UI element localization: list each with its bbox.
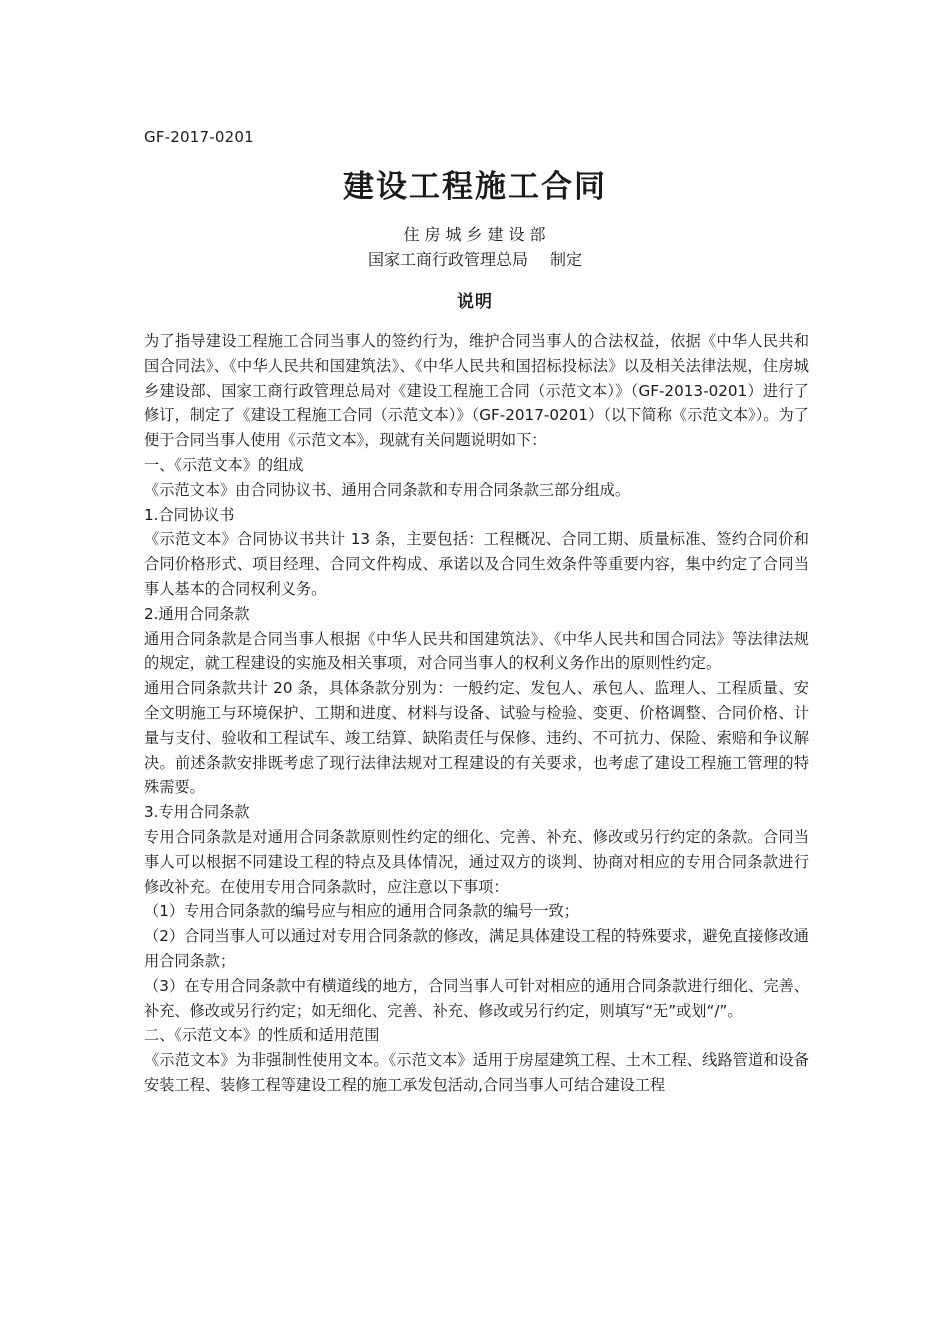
issuer-suffix: 制定 [550, 250, 583, 269]
issuer-line [0, 249, 950, 271]
issuer-administration: 国家工商行政管理总局 [367, 250, 528, 269]
document-code: GF-2017-0201 [144, 128, 254, 146]
heading-nature-scope: 二、《示范文本》的性质和适用范围 [144, 1026, 380, 1045]
paragraph-nature-scope: 《示范文本》为非强制性使用文本。《示范文本》适用于房屋建筑工程、土木工程、线路管道和设备安装工程、装修工程等建设工程的施工承发包活动,合同当事人可结合建设工程 [144, 1051, 809, 1094]
list-item-3: （3）在专用合同条款中有横道线的地方，合同当事人可针对相应的通用合同条款进行细化、完善、补充、修改或另行约定；如无细化、完善、补充、修改或另行约定，则填写“无”或划“/”。 [144, 976, 809, 1020]
list-item-2: （2）合同当事人可以通过对专用合同条款的修改，满足具体建设工程的特殊要求，避免直接修改通用合同条款； [144, 927, 809, 970]
paragraph-agreement: 《示范文本》合同协议书共计 13 条，主要包括：工程概况、合同工期、质量标准、签约合同价和合同价格形式、项目经理、合同文件构成、承诺以及合同生效条件等重要内容，集中约定了合同当事人基本的合同权利义务。 [144, 530, 809, 598]
heading-composition: 一、《示范文本》的组成 [144, 455, 304, 474]
paragraph-general-terms-list: 通用合同条款共计 20 条，具体条款分别为：一般约定、发包人、承包人、监理人、工程质量、安全文明施工与环境保护、工期和进度、材料与设备、试验与检验、变更、价格调整、合同价格、计量与支付、验收和工程试车、竣工结算、缺陷责任与保修、违约、不可抗力、保险、索赔和争议解决。前述条款安排既考虑了现行法律法规对工程建设的有关要求，也考虑了建设工程施工管理的特殊需要。 [144, 679, 809, 797]
document-title: 建设工程施工合同 [343, 169, 607, 205]
paragraph-general-terms: 通用合同条款是合同当事人根据《中华人民共和国建筑法》、《中华人民共和国合同法》等法律法规的规定，就工程建设的实施及相关事项，对合同当事人的权利义务作出的原则性约定。 [144, 629, 809, 673]
document-body [144, 329, 809, 1098]
section-heading: 说明 [457, 292, 493, 312]
paragraph-composition: 《示范文本》由合同协议书、通用合同条款和专用合同条款三部分组成。 [144, 480, 630, 499]
subheading-general-terms: 2.通用合同条款 [144, 604, 250, 623]
subheading-special-terms: 3.专用合同条款 [144, 803, 250, 822]
list-item-1: （1）专用合同条款的编号应与相应的通用合同条款的编号一致； [144, 902, 579, 921]
subheading-agreement: 1.合同协议书 [144, 505, 235, 524]
paragraph-special-terms: 专用合同条款是对通用合同条款原则性约定的细化、完善、补充、修改或另行约定的条款。合同当事人可以根据不同建设工程的特点及具体情况，通过双方的谈判、协商对相应的专用合同条款进行修改补充。在使用专用合同条款时，应注意以下事项： [144, 827, 809, 896]
issuer-ministry: 住房城乡建设部 [403, 225, 551, 244]
paragraph-intro: 为了指导建设工程施工合同当事人的签约行为，维护合同当事人的合法权益，依据《中华人民共和国合同法》、《中华人民共和国建筑法》、《中华人民共和国招标投标法》以及相关法律法规，住房城乡建设部、国家工商行政管理总局对《建设工程施工合同（示范文本）》（GF-2013-0201）进行了修订，制定了《建设工程施工合同（示范文本）》（GF-2017-0201）（以下简称《示范文本》）。为了便于合同当事人使用《示范文本》，现就有关问题说明如下： [144, 332, 809, 450]
